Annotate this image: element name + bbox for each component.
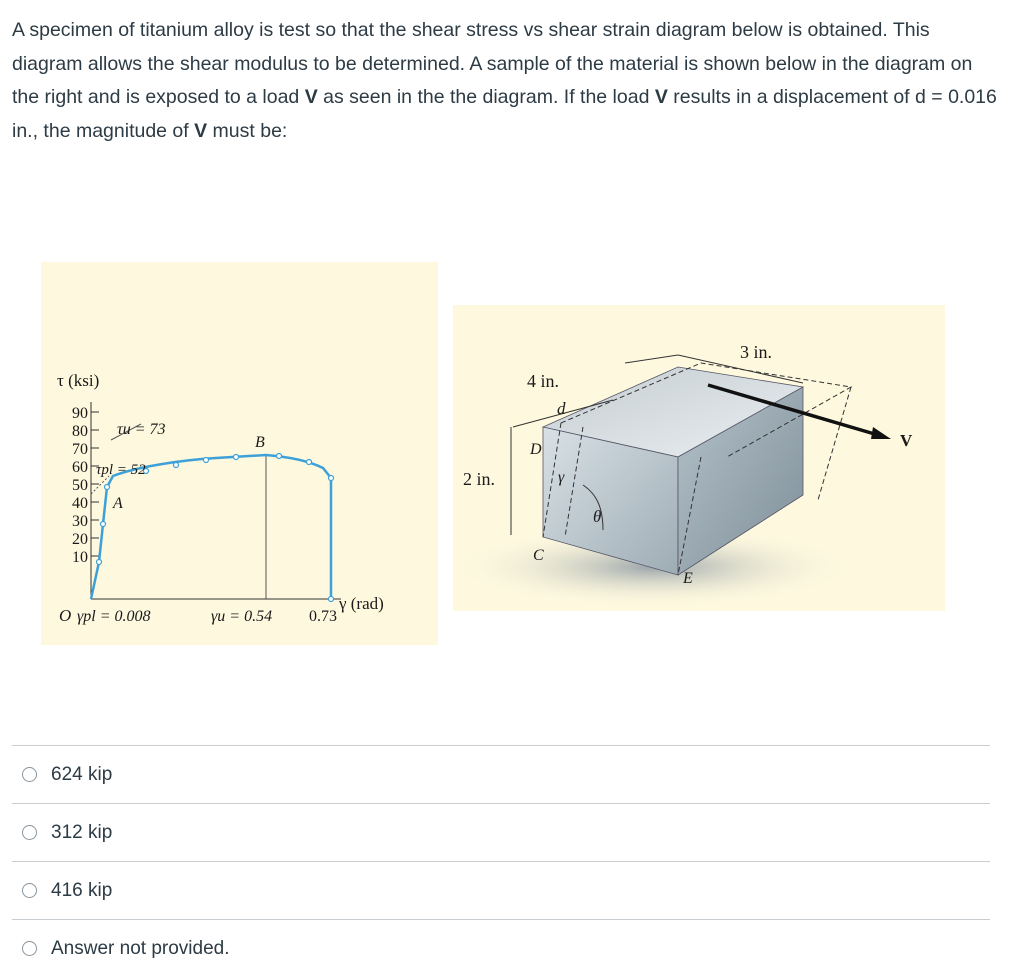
answer-option[interactable]	[12, 861, 990, 919]
answer-label: 624 kip	[51, 763, 113, 785]
question-part: results in a displacement of d = 0.016 in., the magnitude of	[12, 86, 997, 142]
load-label: V	[900, 431, 913, 450]
question-part: A specimen of titanium alloy is test so that the shear stress vs shear strain diagram below is obtained. This diagram allows the shear modulus to be determined. A sample of the material is shown below in the diagram on the right and is exposed to a load	[12, 19, 973, 108]
y-tick-labels	[72, 405, 88, 566]
answer-option[interactable]	[12, 803, 990, 861]
specimen-block-diagram	[453, 305, 945, 611]
length-label: 3 in.	[740, 342, 773, 362]
y-axis-label: τ (ksi)	[57, 371, 100, 390]
point-d-label: D	[530, 441, 542, 458]
tick-label: 70	[72, 441, 88, 458]
stress-strain-diagram	[41, 262, 438, 645]
height-label: 2 in.	[463, 469, 496, 489]
point-a-label: A	[113, 495, 123, 512]
gamma-label: γ	[558, 469, 565, 486]
radio-button[interactable]	[22, 767, 37, 782]
radio-button[interactable]	[22, 941, 37, 956]
answer-list	[12, 745, 990, 977]
question-text	[12, 14, 1002, 148]
gamma-pl-label: γpl = 0.008	[77, 608, 151, 625]
tick-label: 10	[72, 549, 88, 566]
question-part: must be:	[207, 119, 288, 142]
point-c-label: C	[533, 547, 544, 564]
point-e-label: E	[683, 570, 693, 587]
radio-button[interactable]	[22, 883, 37, 898]
load-symbol: V	[304, 86, 318, 108]
answer-option[interactable]	[12, 745, 990, 803]
question-part: as seen in the the diagram. If the load	[317, 86, 655, 108]
theta-label: θ	[593, 507, 602, 526]
origin-label: O	[59, 606, 72, 625]
gamma-end-label: 0.73	[309, 608, 337, 625]
y-ticks	[91, 412, 99, 556]
tick-label: 50	[72, 477, 88, 494]
tick-label: 30	[72, 513, 88, 530]
load-symbol: V	[194, 119, 208, 142]
dim-3in-line	[625, 355, 678, 363]
width-label: 4 in.	[527, 371, 560, 391]
tau-pl-label: τpl = 52	[96, 462, 146, 478]
tick-label: 60	[72, 459, 88, 476]
tick-label: 90	[72, 405, 88, 422]
answer-label: 312 kip	[51, 821, 113, 843]
x-axis-label: γ (rad)	[339, 594, 384, 613]
load-symbol: V	[654, 86, 668, 108]
answer-label: 416 kip	[51, 879, 113, 901]
point-b-label: B	[255, 434, 265, 451]
tick-label: 20	[72, 531, 88, 548]
answer-option[interactable]	[12, 919, 990, 977]
tau-u-label: τu = 73	[117, 421, 166, 438]
tick-label: 40	[72, 495, 88, 512]
radio-button[interactable]	[22, 825, 37, 840]
d-label: d	[557, 399, 566, 418]
load-arrow-head	[871, 427, 891, 439]
gamma-u-label: γu = 0.54	[211, 608, 273, 625]
answer-label: Answer not provided.	[51, 937, 230, 959]
tick-label: 80	[72, 423, 88, 440]
